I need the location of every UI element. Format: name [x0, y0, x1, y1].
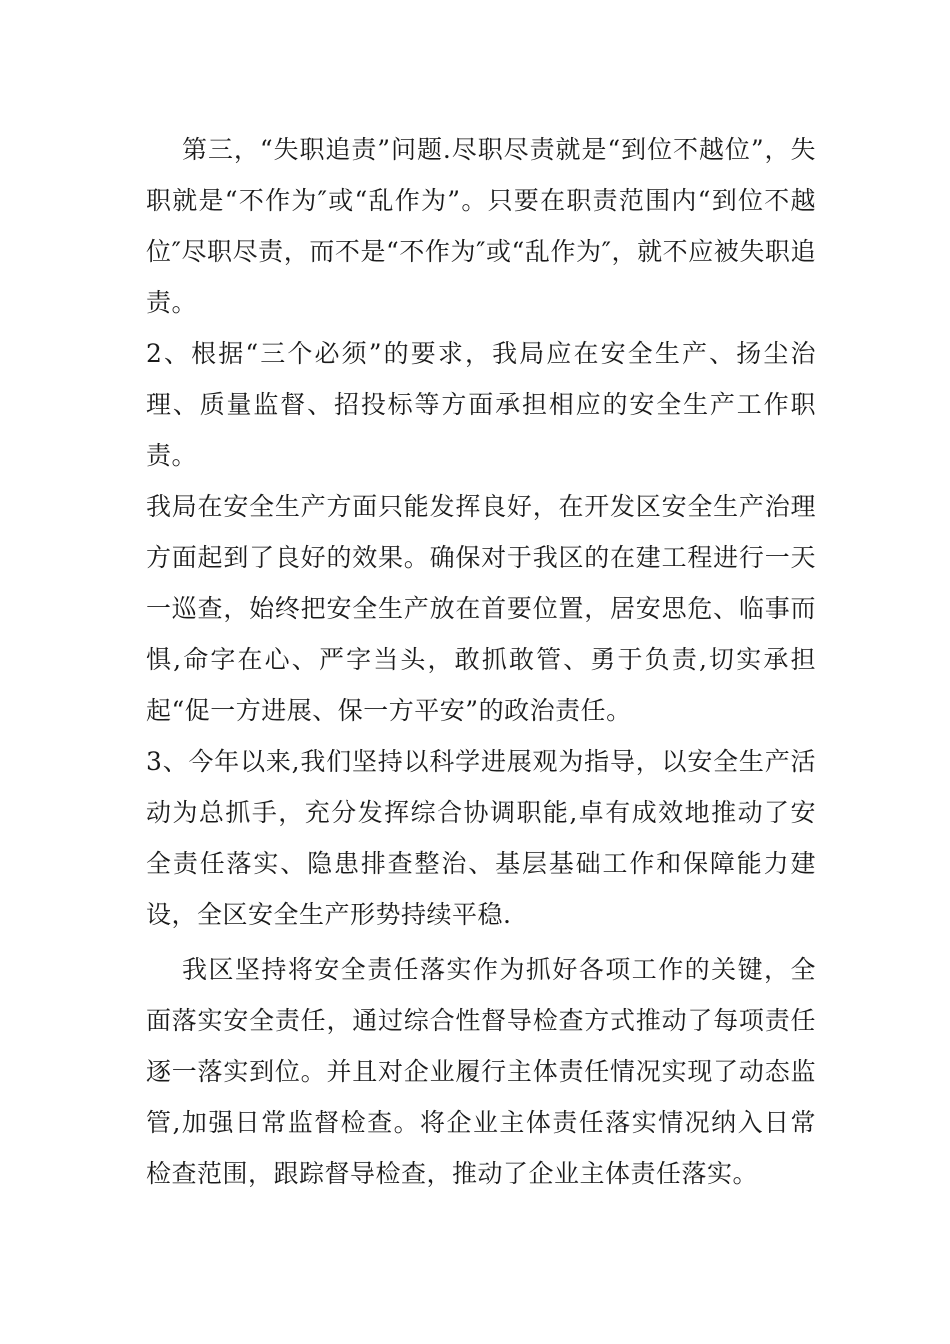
paragraph-three-musts: 2、根据“三个必须”的要求，我局应在安全生产、扬尘治理、质量监督、招投标等方面承担相应的安全生产工作职责。	[146, 339, 816, 470]
paragraph-accountability: 第三，“失职追责”问题.尽职尽责就是“到位不越位”，失职就是“不作为″或“乱作为”。只要在职责范围内“到位不越位″尽职尽责，而不是“不作为″或“乱作为″，就不应被失职追责。	[146, 135, 816, 317]
paragraph-this-year: 3、今年以来,我们坚持以科学进展观为指导，以安全生产活动为总抓手，充分发挥综合协调职能,卓有成效地推动了安全责任落实、隐患排查整治、基层基础工作和保障能力建设，全区安全生产形势持续平稳.	[146, 747, 816, 929]
document-body	[146, 124, 816, 1199]
paragraph-bureau-safety: 我局在安全生产方面只能发挥良好，在开发区安全生产治理方面起到了良好的效果。确保对于我区的在建工程进行一天一巡查，始终把安全生产放在首要位置，居安思危、临事而惧,命字在心、严字当头，敢抓敢管、勇于负责,切实承担起“促一方进展、保一方平安”的政治责任。	[146, 492, 816, 725]
paragraph-district-responsibility: 我区坚持将安全责任落实作为抓好各项工作的关键，全面落实安全责任，通过综合性督导检查方式推动了每项责任逐一落实到位。并且对企业履行主体责任情况实现了动态监管,加强日常监督检查。将企业主体责任落实情况纳入日常检查范围，跟踪督导检查，推动了企业主体责任落实。	[146, 955, 816, 1188]
